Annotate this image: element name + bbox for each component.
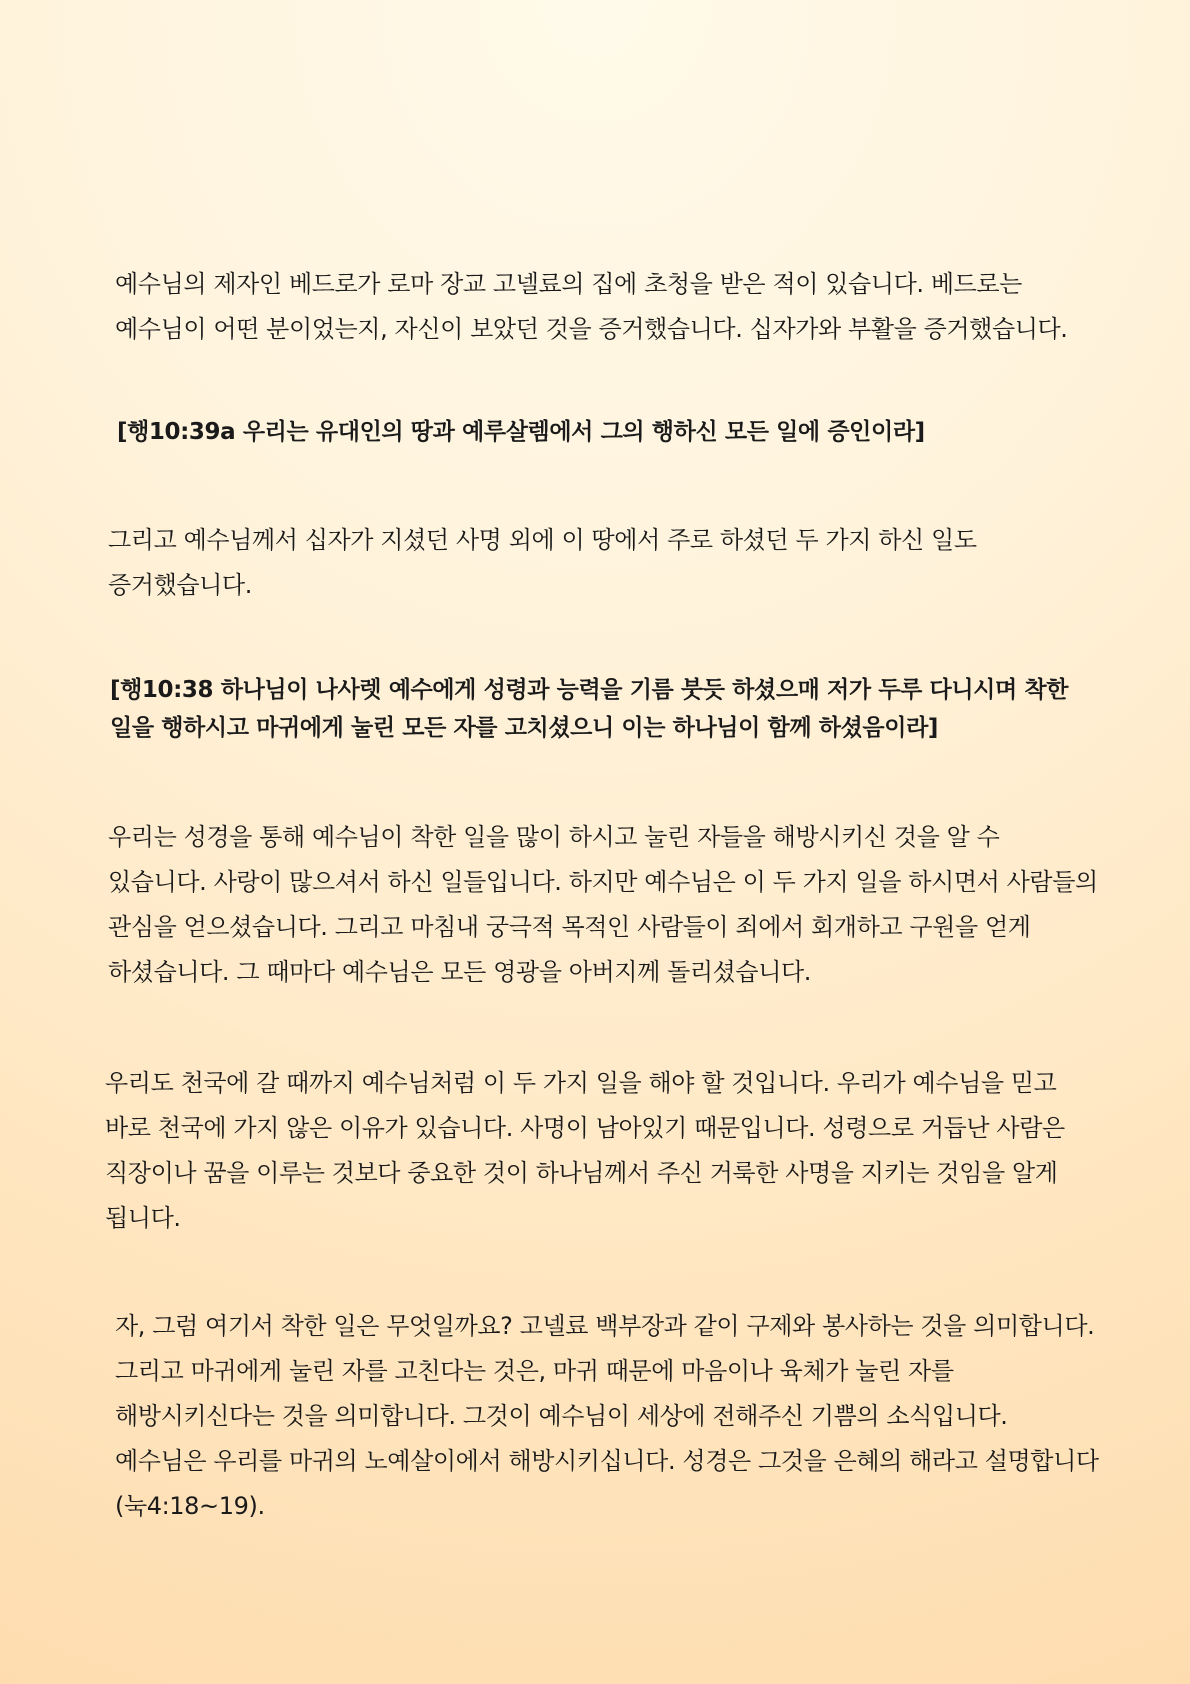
verse-acts-10-38: [행10:38 하나님이 나사렛 예수에게 성령과 능력을 기름 붓듯 하셨으매 저가 두루 다니시며 착한 일을 행하시고 마귀에게 눌린 모든 자를 고치셨으니 이는 하나님이 함께 하셨음이라]	[110, 677, 1069, 741]
paragraph-our-mission: 우리도 천국에 갈 때까지 예수님처럼 이 두 가지 일을 해야 할 것입니다. 우리가 예수님을 믿고 바로 천국에 가지 않은 이유가 있습니다. 사명이 남아있기 때문입니다. 성령으로 거듭난 사람은 직장이나 꿈을 이루는 것보다 중요한 것이 하나님께서 주신 거룩한 사명을 지키는 것임을 알게 됩니다.	[105, 1069, 1065, 1232]
paragraph-peter-testimony: 예수님의 제자인 베드로가 로마 장교 고넬료의 집에 초청을 받은 적이 있습니다. 베드로는 예수님이 어떤 분이었는지, 자신이 보았던 것을 증거했습니다. 십자가와 부활을 증거했습니다.	[115, 270, 1068, 343]
paragraph-meaning-of-good-works: 자, 그럼 여기서 착한 일은 무엇일까요? 고넬료 백부장과 같이 구제와 봉사하는 것을 의미합니다. 그리고 마귀에게 눌린 자를 고친다는 것은, 마귀 때문에 마음이나 육체가 눌린 자를 해방시키신다는 것을 의미합니다. 그것이 예수님이 세상에 전해주신 기쁨의 소식입니다. 예수님은 우리를 마귀의 노예살이에서 해방시키십니다. 성경은 그것을 은혜의 해라고 설명합니다(눅4:18~19).	[115, 1312, 1099, 1520]
verse-acts-10-39a: [행10:39a 우리는 유대인의 땅과 예루살렘에서 그의 행하신 모든 일에 증인이라]	[117, 419, 925, 445]
paragraph-two-works: 그리고 예수님께서 십자가 지셨던 사명 외에 이 땅에서 주로 하셨던 두 가지 하신 일도 증거했습니다.	[108, 526, 977, 599]
paragraph-good-works-and-freedom: 우리는 성경을 통해 예수님이 착한 일을 많이 하시고 눌린 자들을 해방시키신 것을 알 수 있습니다. 사랑이 많으셔서 하신 일들입니다. 하지만 예수님은 이 두 가지 일을 하시면서 사람들의 관심을 얻으셨습니다. 그리고 마침내 궁극적 목적인 사람들이 죄에서 회개하고 구원을 얻게 하셨습니다. 그 때마다 예수님은 모든 영광을 아버지께 돌리셨습니다.	[108, 823, 1098, 986]
